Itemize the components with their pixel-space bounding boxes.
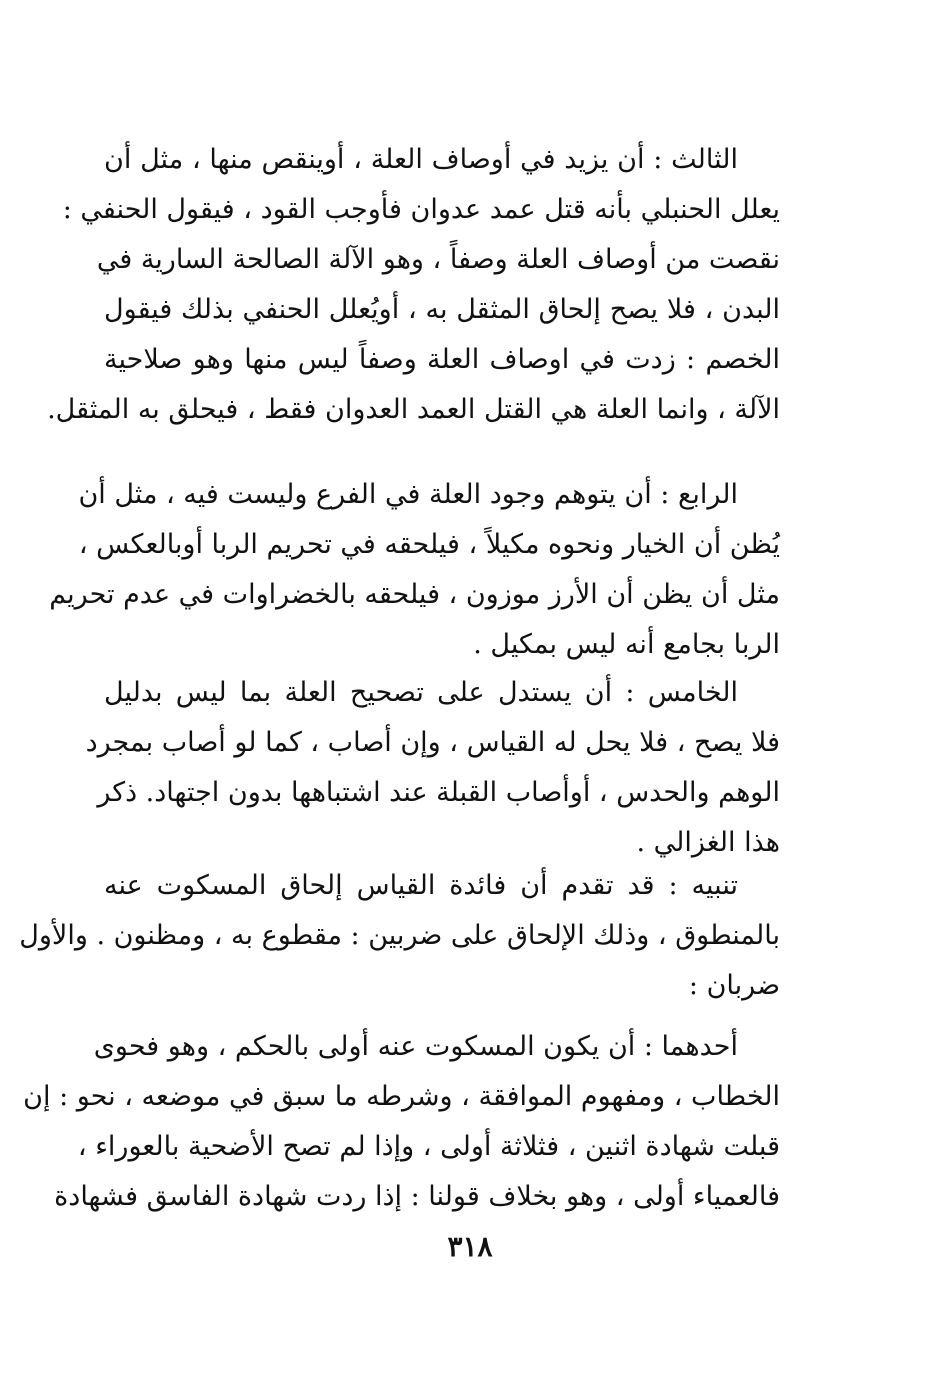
text-line: مثل أن يظن أن الأرز موزون ، فيلحقه بالخضراوات في عدم تحريم [49,579,780,610]
text-line: هذا الغزالي . [636,827,780,858]
text-line: فالعمياء أولى ، وهو بخلاف قولنا : إذا ردت شهادة الفاسق فشهادة [54,1181,780,1212]
text-line: الوهم والحدس ، أوأصاب القبلة عند اشتباهها بدون اجتهاد. ذكر [97,777,780,808]
text-line: الخامس : أن يستدل على تصحيح العلة بما ليس بدليل [104,677,738,708]
paragraph-third [47,135,780,435]
text-line: الآلة ، وانما العلة هي القتل العمد العدوان فقط ، فيحلق به المثقل. [47,394,780,425]
text-line: يُظن أن الخيار ونحوه مكيلاً ، فيلحقه في تحريم الربا أوبالعكس ، [78,529,780,560]
paragraph-fifth [85,668,780,868]
text-line: الربا بجامع أنه ليس بمكيل . [473,629,780,660]
text-line: بالمنطوق ، وذلك الإلحاق على ضربين : مقطوع به ، ومظنون . والأول [19,920,780,951]
text-line: الثالث : أن يزيد في أوصاف العلة ، أوينقص منها ، مثل أن [104,144,738,175]
text-line: الرابع : أن يتوهم وجود العلة في الفرع وليست فيه ، مثل أن [78,479,738,510]
text-line: البدن ، فلا يصح إلحاق المثقل به ، أويُعلل الحنفي بذلك فيقول [104,294,780,325]
text-line: ضربان : [688,970,780,1001]
paragraph-note [19,861,780,1011]
text-line: أحدهما : أن يكون المسكوت عنه أولى بالحكم ، وهو فحوى [93,1031,738,1062]
text-line: تنبيه : قد تقدم أن فائدة القياس إلحاق المسكوت عنه [104,870,738,901]
paragraph-first-type [23,1022,780,1222]
text-line: نقصت من أوصاف العلة وصفاً ، وهو الآلة الصالحة السارية في [96,244,780,275]
text-line: الخصم : زدت في اوصاف العلة وصفاً ليس منها وهو صلاحية [104,344,780,375]
page-number: ٣١٨ [447,1230,493,1263]
text-line: الخطاب ، ومفهوم الموافقة ، وشرطه ما سبق في موضعه ، نحو : إن [23,1081,780,1112]
text-line: فلا يصح ، فلا يحل له القياس ، وإن أصاب ، كما لو أصاب بمجرد [85,727,780,758]
paragraph-fourth [49,470,780,670]
text-line: قبلت شهادة اثنين ، فثلاثة أولى ، وإذا لم تصح الأضحية بالعوراء ، [77,1131,780,1162]
text-line: يعلل الحنبلي بأنه قتل عمد عدوان فأوجب القود ، فيقول الحنفي : [62,194,780,225]
